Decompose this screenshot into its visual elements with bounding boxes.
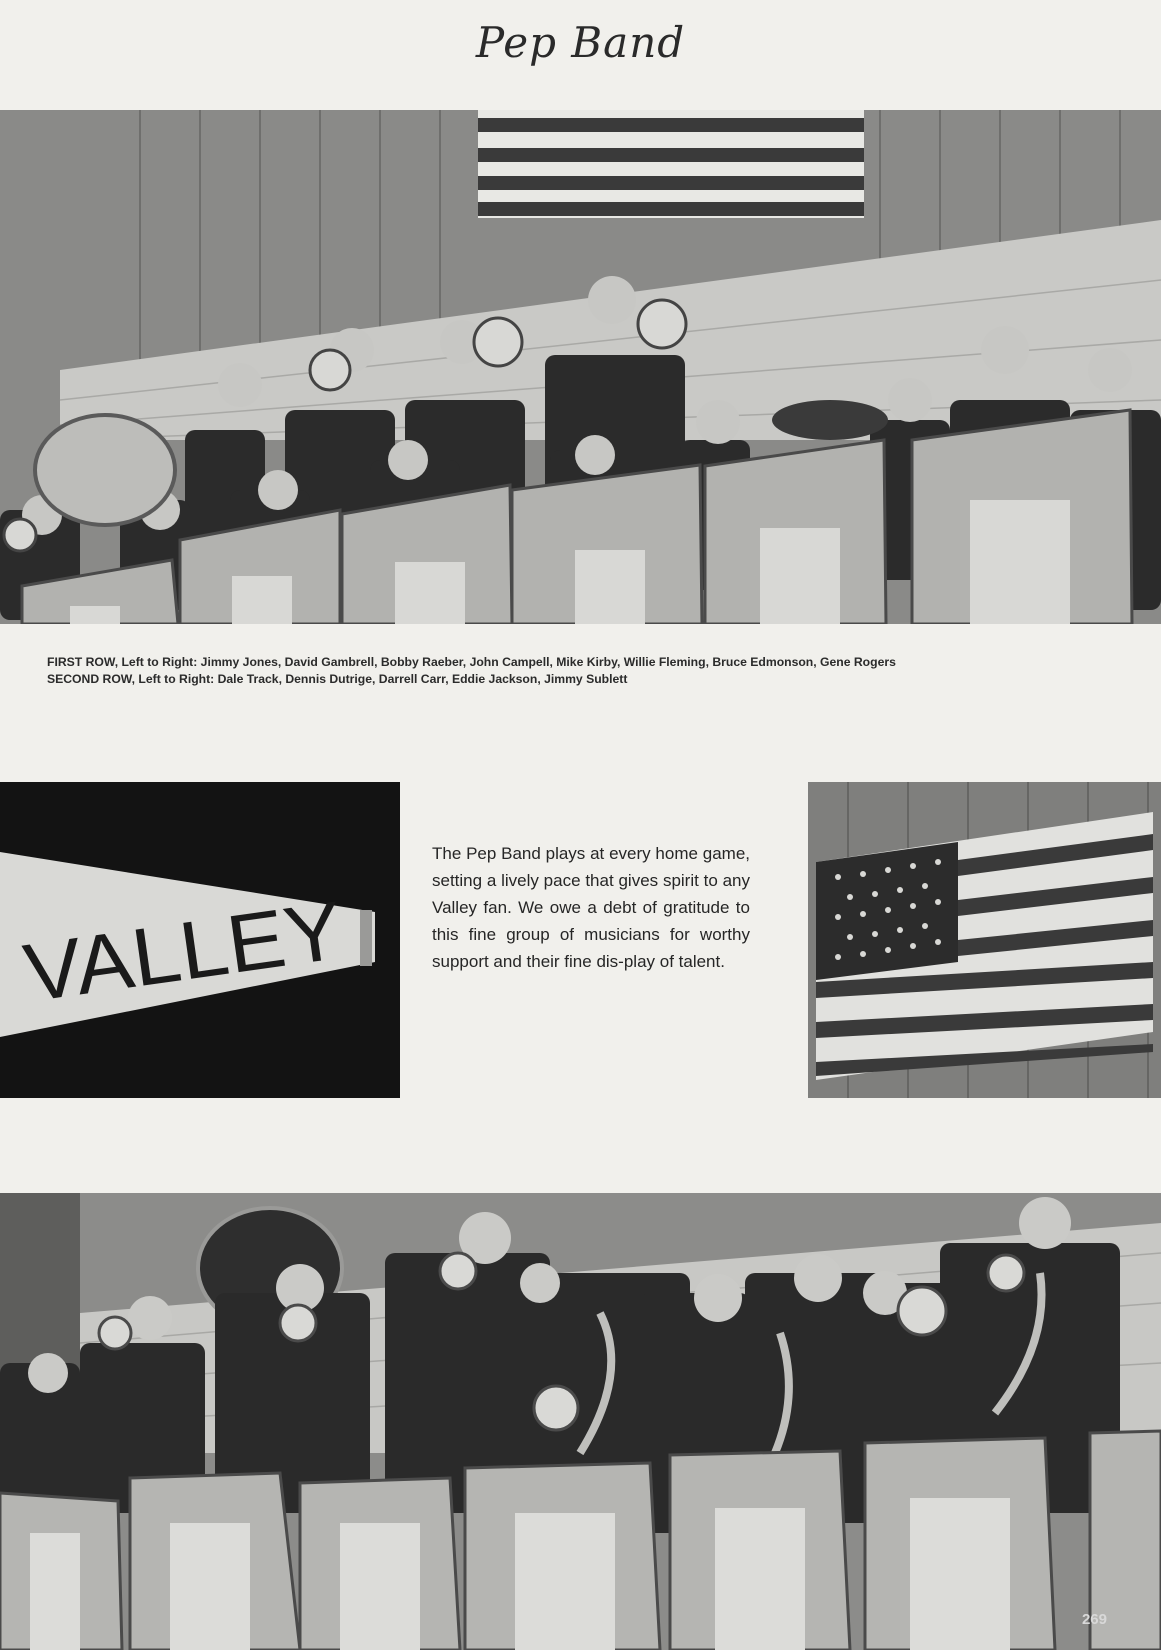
caption-first-row: FIRST ROW, Left to Right: Jimmy Jones, David Gambrell, Bobby Raeber, John Campell, Mike Kirby, Willie Fleming, Bruce Edmonson, Gene Rogers — [47, 655, 896, 669]
photo-caption — [47, 654, 1137, 688]
band-performing-photo — [0, 1193, 1161, 1650]
american-flag-photo — [808, 782, 1161, 1098]
body-paragraph: The Pep Band plays at every home game, setting a lively pace that gives spirit to any Valley fan. We owe a debt of gratitude to this fine group of musicians for worthy support and their fine dis-play of talent. — [432, 844, 750, 971]
page-number: 269 — [1081, 1611, 1107, 1628]
valley-pennant-photo — [0, 782, 400, 1098]
caption-second-row: SECOND ROW, Left to Right: Dale Track, Dennis Dutrige, Darrell Carr, Eddie Jackson, Jimmy Sublett — [47, 672, 628, 686]
pennant-text: VALLEY — [18, 887, 333, 1020]
band-group-photo — [0, 110, 1161, 624]
page-title: Pep Band — [475, 18, 686, 67]
